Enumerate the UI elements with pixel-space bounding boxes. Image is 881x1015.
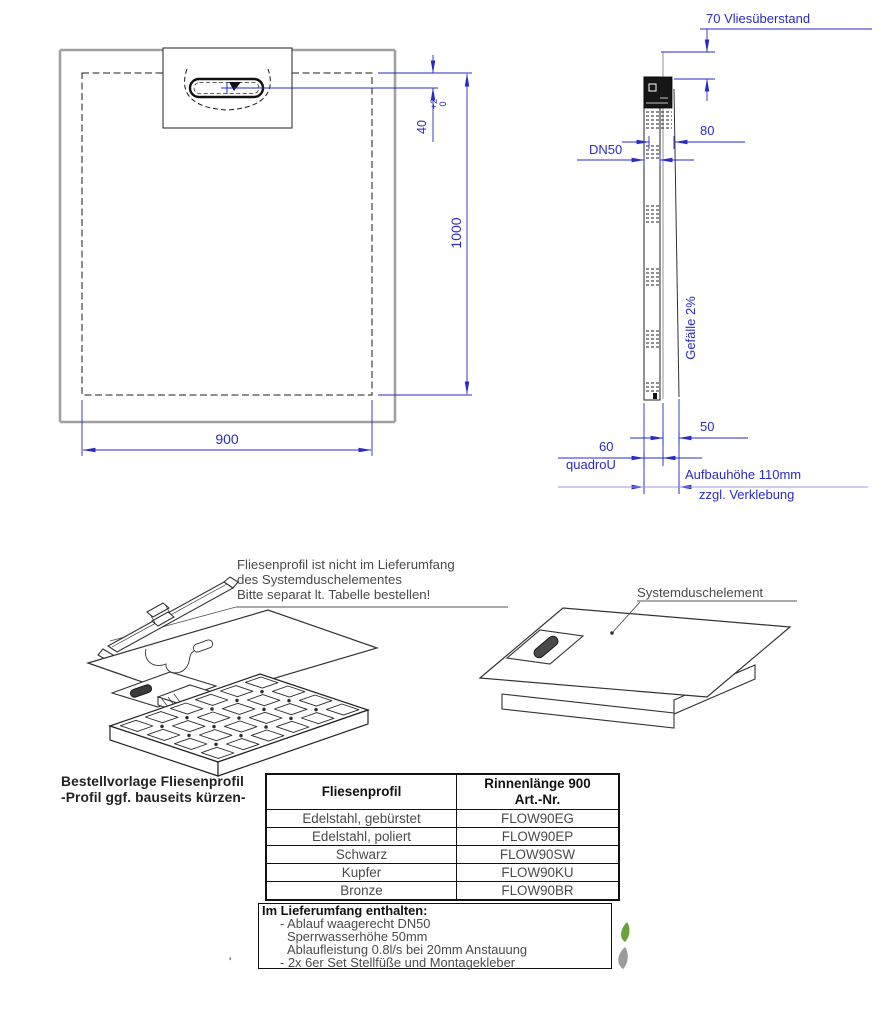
note-line-3: Bitte separat lt. Tabelle bestellen! [237, 587, 431, 602]
order-heading [61, 774, 246, 805]
delivery-heading: Im Lieferumfang enthalten: [262, 903, 428, 918]
col-header-artnr [457, 774, 620, 810]
dim-label-900: 900 [215, 431, 239, 447]
order-heading-line1: Bestellvorlage Fliesenprofil [61, 774, 244, 789]
table-row [266, 828, 619, 846]
dim-label-40: 40 [415, 120, 429, 134]
exploded-right-linework [480, 601, 797, 728]
adhesive-note-label: zzgl. Verklebung [699, 487, 795, 502]
profil-cell: Bronze [266, 882, 457, 901]
profil-cell: Schwarz [266, 846, 457, 864]
drain-dn50-label: DN50 [589, 142, 623, 157]
delivery-item: Sperrwasserhöhe 50mm [287, 928, 428, 944]
exploded-left-linework [88, 577, 508, 776]
delivery-item: - 2x 6er Set Stellfüße und Montagekleber [280, 954, 516, 970]
leaf-gray-icon [618, 947, 627, 969]
table-row [266, 864, 619, 882]
table-row [266, 882, 619, 901]
system-element-label: Systemduschelement [637, 585, 764, 600]
col-header-artnr-line1: Rinnenlänge 900 [484, 776, 591, 791]
tile-profile-note [237, 557, 455, 602]
table-header-row [266, 774, 619, 810]
order-table [265, 773, 620, 901]
note-line-2: des Systemduschelementes [237, 572, 402, 587]
delivery-item: - Ablauf waagerecht DN50 [280, 915, 431, 931]
note-line-1: Fliesenprofil ist nicht im Lieferumfang [237, 557, 455, 572]
product-name-label: quadroU [566, 457, 616, 472]
artnr-cell: FLOW90EP [457, 828, 620, 846]
section-view-linework [558, 29, 872, 494]
dim-label-50: 50 [700, 419, 715, 434]
order-heading-line2: -Profil ggf. bauseits kürzen- [61, 789, 246, 805]
artnr-cell: FLOW90EG [457, 810, 620, 828]
dim-tolerance [430, 91, 448, 117]
tolerance-upper: +2 [429, 98, 439, 110]
dim-label-60: 60 [599, 439, 614, 454]
col-header-fliesenprofil: Fliesenprofil [266, 774, 457, 810]
stray-tick-mark: ' [229, 955, 232, 969]
col-header-artnr-line2: Art.-Nr. [514, 792, 561, 807]
profil-cell: Edelstahl, gebürstet [266, 810, 457, 828]
dim-label-80: 80 [700, 123, 715, 138]
artnr-cell: FLOW90BR [457, 882, 620, 901]
delivery-scope-box [258, 903, 612, 969]
build-height-label: Aufbauhöhe 110mm [685, 467, 802, 482]
slope-label: Gefälle 2% [683, 296, 698, 360]
table-row [266, 846, 619, 864]
fleece-overhang-label: 70 Vliesüberstand [706, 11, 811, 26]
leaf-green-icon [621, 922, 629, 942]
table-row [266, 810, 619, 828]
dim-label-1000: 1000 [448, 217, 464, 249]
profil-cell: Kupfer [266, 864, 457, 882]
delivery-item: Ablaufleistung 0.8l/s bei 20mm Anstauung [287, 941, 528, 957]
tolerance-lower: 0 [438, 101, 448, 107]
artnr-cell: FLOW90KU [457, 864, 620, 882]
artnr-cell: FLOW90SW [457, 846, 620, 864]
logo-leaf-fragments [618, 922, 629, 969]
plan-view-linework [60, 48, 472, 456]
profil-cell: Edelstahl, poliert [266, 828, 457, 846]
